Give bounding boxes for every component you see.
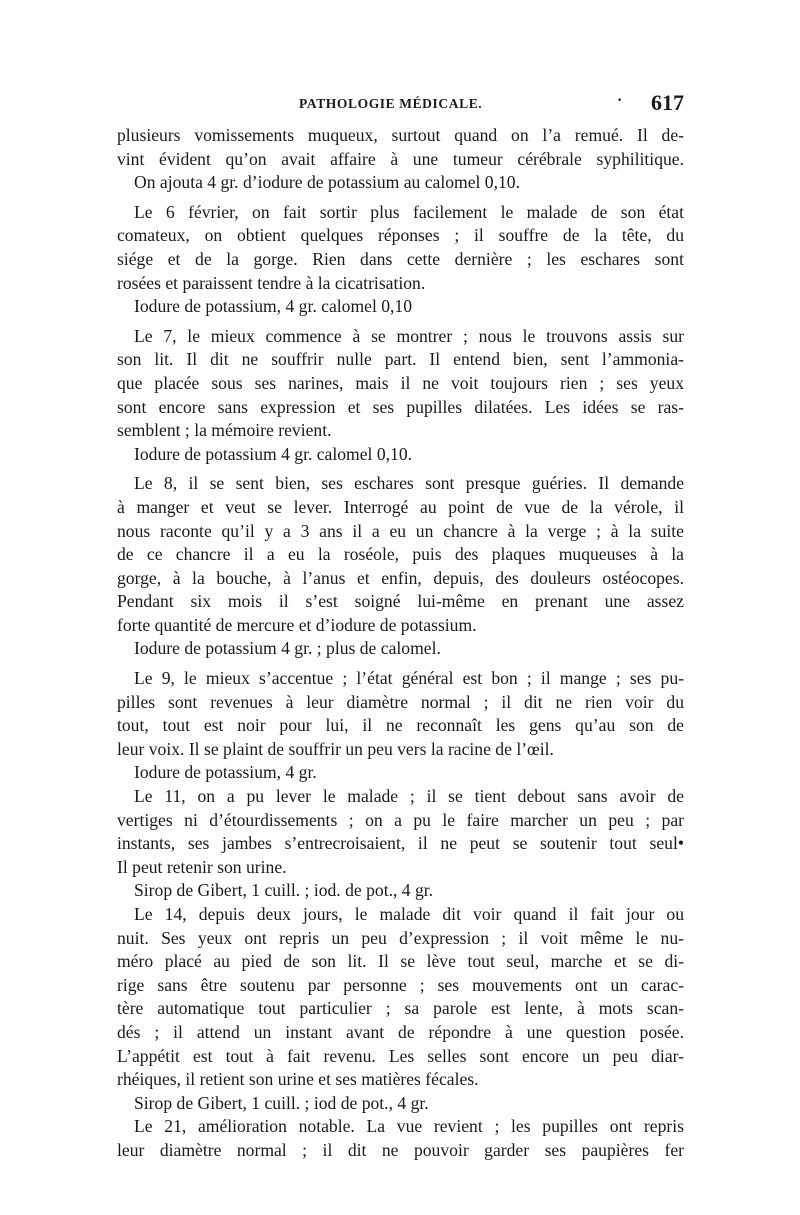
text-line: siége et de la gorge. Rien dans cette dernière ; les eschares sont (117, 248, 684, 269)
text-line: Sirop de Gibert, 1 cuill. ; iod de pot., 4 gr. (134, 1092, 429, 1113)
text-line: Il peut retenir son urine. (117, 856, 287, 877)
text-line: nuit. Ses yeux ont repris un peu d’expression ; il voit même le nu- (117, 927, 684, 948)
text-line: On ajouta 4 gr. d’iodure de potassium au calomel 0,10. (134, 172, 520, 193)
text-line: rige sans être soutenu par personne ; ses mouvements ont un carac- (117, 974, 684, 995)
text-line: tout, tout est noir pour lui, il ne reconnaît les gens qu’au son de (117, 715, 684, 736)
text-line: de ce chancre il a eu la roséole, puis des plaques muqueuses à la (117, 544, 684, 565)
text-line: leur voix. Il se plaint de souffrir un peu vers la racine de l’œil. (117, 738, 554, 759)
text-line: rosées et paraissent tendre à la cicatrisation. (117, 272, 426, 293)
text-line: Le 6 février, on fait sortir plus facilement le malade de son état (134, 201, 684, 222)
book-page (117, 90, 684, 1163)
text-line: Iodure de potassium, 4 gr. calomel 0,10 (134, 296, 413, 317)
text-line: dés ; il attend un instant avant de répondre à une question posée. (117, 1021, 684, 1042)
text-line: L’appétit est tout à fait revenu. Les selles sont encore un peu diar- (117, 1045, 684, 1066)
text-line: Le 7, le mieux commence à se montrer ; nous le trouvons assis sur (134, 325, 684, 346)
text-line: Iodure de potassium 4 gr. calomel 0,10. (134, 443, 413, 464)
text-line: à manger et veut se lever. Interrogé au point de vue de la vérole, il (117, 496, 684, 517)
text-line: nous raconte qu’il y a 3 ans il a eu un chancre à la verge ; à la suite (117, 520, 684, 541)
page-number: 617 (651, 90, 684, 115)
header-dot: · (617, 92, 623, 109)
text-line: méro placé au pied de son lit. Il se lève tout seul, marche et se di- (117, 951, 684, 972)
running-title: PATHOLOGIE MÉDICALE. (299, 96, 483, 111)
text-line: plusieurs vomissements muqueux, surtout quand on l’a remué. Il de- (117, 125, 684, 145)
text-line: tère automatique tout particulier ; sa parole est lente, à mots scan- (117, 998, 684, 1019)
page-header (117, 90, 684, 120)
text-line: Le 9, le mieux s’accentue ; l’état général est bon ; il mange ; ses pu- (134, 668, 684, 689)
text-line: vertiges ni d’étourdissements ; on a pu le faire marcher un peu ; par (117, 809, 684, 830)
text-line: instants, ses jambes s’entrecroisaient, il ne peut se soutenir tout seul• (117, 833, 684, 854)
text-line: Sirop de Gibert, 1 cuill. ; iod. de pot., 4 gr. (134, 880, 434, 901)
text-line: Le 8, il se sent bien, ses eschares sont presque guéries. Il demande (134, 473, 684, 494)
text-line: son lit. Il dit ne souffrir nulle part. Il entend bien, sent l’ammonia- (117, 349, 684, 370)
text-line: forte quantité de mercure et d’iodure de potassium. (117, 614, 477, 635)
text-line: leur diamètre normal ; il dit ne pouvoir garder ses paupières fer (117, 1139, 684, 1160)
text-line: Le 21, amélioration notable. La vue revient ; les pupilles ont repris (134, 1116, 684, 1137)
text-line: Pendant six mois il s’est soigné lui-même en prenant une assez (117, 591, 684, 612)
text-line: que placée sous ses narines, mais il ne voit toujours rien ; ses yeux (117, 372, 684, 393)
text-line: comateux, on obtient quelques réponses ; il souffre de la tête, du (117, 225, 684, 246)
text-line: pilles sont revenues à leur diamètre normal ; il dit ne rien voir du (117, 691, 684, 712)
text-line: rhéiques, il retient son urine et ses matières fécales. (117, 1069, 479, 1090)
text-line: semblent ; la mémoire revient. (117, 420, 332, 441)
text-line: Iodure de potassium 4 gr. ; plus de calomel. (134, 638, 441, 659)
body-text (117, 124, 684, 1163)
text-line: vint évident qu’on avait affaire à une tumeur cérébrale syphilitique. (117, 148, 684, 169)
text-line: gorge, à la bouche, à l’anus et enfin, depuis, des douleurs ostéocopes. (117, 567, 684, 588)
text-line: Le 14, depuis deux jours, le malade dit voir quand il fait jour ou (134, 904, 684, 924)
text-line: Iodure de potassium, 4 gr. (134, 762, 317, 783)
text-line: sont encore sans expression et ses pupilles dilatées. Les idées se ras- (117, 396, 684, 417)
text-line: Le 11, on a pu lever le malade ; il se tient debout sans avoir de (134, 786, 684, 807)
